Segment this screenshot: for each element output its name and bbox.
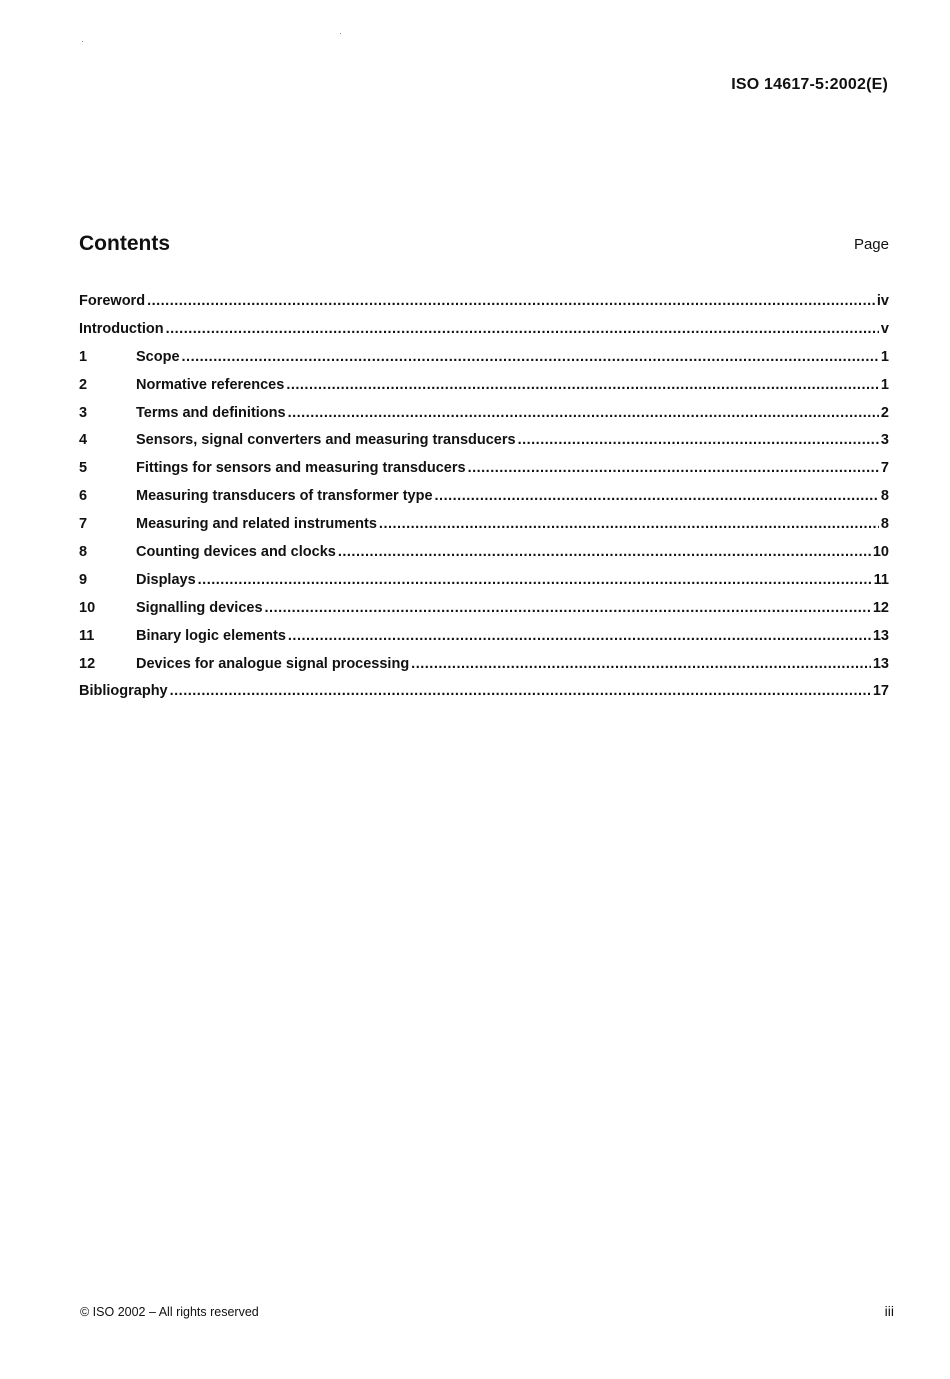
page-column-label: Page [853, 236, 889, 253]
toc-dot-leader [411, 651, 871, 679]
toc-entry-page: 1 [880, 376, 889, 393]
toc-entry-page: 13 [872, 655, 889, 672]
toc-dot-leader [166, 316, 879, 344]
toc-entry-number: 12 [79, 655, 96, 672]
toc-entry-number: 8 [79, 544, 88, 561]
toc-entry[interactable] [79, 678, 889, 706]
toc-dot-leader [518, 427, 879, 455]
toc-entry-title: Introduction [79, 320, 164, 337]
toc-entry-number: 6 [79, 488, 88, 505]
toc-entry[interactable] [79, 288, 889, 316]
toc-entry-title: Terms and definitions [136, 404, 286, 421]
toc-entry-title: Signalling devices [136, 599, 263, 616]
toc-dot-leader [182, 344, 879, 372]
toc-entry-page: v [880, 320, 889, 337]
toc-dot-leader [435, 483, 879, 511]
toc-entry-page: 12 [872, 599, 889, 616]
toc-entry-title: Binary logic elements [136, 627, 286, 644]
page-number: iii [884, 1303, 894, 1319]
toc-entry-title: Measuring transducers of transformer type [136, 488, 433, 505]
toc-entry-number: 2 [79, 376, 88, 393]
toc-dot-leader [288, 623, 871, 651]
toc-entry-number: 7 [79, 516, 88, 533]
toc-entry-page: 7 [880, 460, 889, 477]
toc-entry[interactable] [79, 483, 889, 511]
toc-dot-leader [170, 678, 871, 706]
toc-entry-page: 3 [880, 432, 889, 449]
toc-dot-leader [379, 511, 879, 539]
toc-entry-page: 8 [880, 516, 889, 533]
toc-dot-leader [265, 595, 871, 623]
toc-dot-leader [198, 567, 872, 595]
toc-entry-number: 11 [79, 627, 95, 644]
toc-entry[interactable] [79, 651, 889, 679]
toc-entry[interactable] [79, 623, 889, 651]
copyright-notice: © ISO 2002 – All rights reserved [80, 1305, 259, 1319]
toc-dot-leader [338, 539, 871, 567]
toc-entry-page: 17 [872, 683, 889, 700]
contents-heading: Contents [79, 232, 170, 255]
toc-entry-title: Counting devices and clocks [136, 544, 336, 561]
toc-entry-number: 9 [79, 571, 88, 588]
toc-entry-page: 2 [880, 404, 889, 421]
toc-entry[interactable] [79, 567, 889, 595]
toc-entry[interactable] [79, 427, 889, 455]
toc-dot-leader [288, 400, 879, 428]
toc-entry-page: iv [876, 293, 889, 309]
toc-entry[interactable] [79, 400, 889, 428]
toc-entry[interactable] [79, 595, 889, 623]
toc-entry[interactable] [79, 316, 889, 344]
toc-entry-title: Foreword [79, 293, 146, 309]
toc-entry-title: Devices for analogue signal processing [136, 655, 410, 672]
toc-dot-leader [468, 455, 879, 483]
toc-entry-title: Measuring and related instruments [136, 516, 377, 533]
toc-entry-number: 4 [79, 432, 88, 449]
toc-entry-title: Normative references [136, 376, 285, 393]
toc-entry-number: 3 [79, 404, 88, 421]
toc-entry-title: Bibliography [79, 683, 168, 700]
toc-entry-title: Fittings for sensors and measuring transducers [136, 460, 466, 477]
toc-entry-page: 1 [880, 348, 889, 365]
toc-entry-title: Displays [136, 571, 196, 588]
toc-entry[interactable] [79, 539, 889, 567]
toc-entry-number: 1 [79, 348, 88, 365]
toc-entry-page: 8 [880, 488, 889, 505]
toc-entry-title: Scope [136, 348, 180, 365]
toc-entry-number: 5 [79, 460, 88, 477]
toc-dot-leader [286, 372, 879, 400]
toc-entry-number: 10 [79, 599, 96, 616]
toc-entry-page: 10 [872, 544, 889, 561]
toc-entry-page: 13 [872, 627, 889, 644]
toc-entry[interactable] [79, 455, 889, 483]
toc-entry[interactable] [79, 372, 889, 400]
toc-entry[interactable] [79, 344, 889, 372]
table-of-contents [79, 288, 889, 706]
toc-dot-leader [147, 288, 875, 316]
document-identifier: ISO 14617-5:2002(E) [731, 76, 888, 93]
toc-entry[interactable] [79, 511, 889, 539]
scan-speck [82, 41, 83, 42]
scan-speck [340, 33, 341, 34]
toc-entry-title: Sensors, signal converters and measuring transducers [136, 432, 516, 449]
toc-entry-page: 11 [873, 571, 889, 588]
